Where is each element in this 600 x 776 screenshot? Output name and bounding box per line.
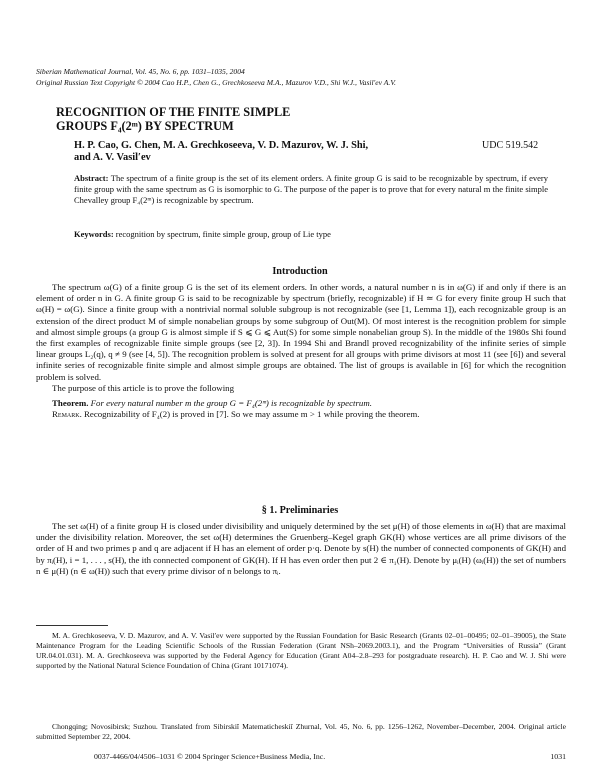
running-header-line1: Siberian Mathematical Journal, Vol. 45, No. 6, pp. 1031–1035, 2004 <box>36 67 245 76</box>
author-list <box>74 140 414 164</box>
paper-title-line2: GROUPS F₄(2ᵐ) BY SPECTRUM <box>56 119 234 133</box>
issn-copyright: 0037-4466/04/4506–1031 © 2004 Springer Science+Business Media, Inc. <box>94 752 326 761</box>
introduction-paragraph: The spectrum ω(G) of a finite group G is the set of its element orders. In other words, a natural number n is in ω(G) if and only if there is an element of order n in G. A finite group G is said to be recognizable by spectrum (briefly, recognizable) if H ≃ G for every finite group H such that ω(H) = ω(G). Since a finite group with a nontrivial normal soluble subgroup is not recognizable (see [1, Lemma 1]), each recognizable group is an extension of the direct product M of simple nonabelian groups by some subgroup of Out(M). Of most interest is the recognition problem for simple and almost simple groups (a group G is almost simple if S ⩽ G ⩽ Aut(S) for some simple nonabelian group S). In the middle of the 1980s Shi found the first examples of recognizable finite simple groups (see [2, 3]). In 1994 Shi and Brandl proved recognizability of the infinite series of simple linear groups L₂(q), q ≠ 9 (see [4, 5]). The recognition problem is solved at present for all groups with prime divisors at most 11 (see [6]) and several infinite series of recognizable finite simple and almost simple groups are obtained. The list of groups is available in [6] for which the recognition problem is solved. <box>36 282 566 382</box>
footnote-rule <box>36 625 108 626</box>
paper-title <box>56 105 290 133</box>
translation-note-text: Chongqing; Novosibirsk; Suzhou. Translated from Sibirskiĭ Matematicheskiĭ Zhurnal, Vol. 45, No. 6, pp. 1256–1262, November–December, 2004. Original article submitted September 22, 2004. <box>36 722 566 741</box>
abstract <box>74 173 548 206</box>
theorem-text: For every natural number m the group G = F₄(2ᵐ) is recognizable by spectrum. <box>90 398 372 409</box>
remark-statement <box>36 409 566 420</box>
theorem-statement <box>36 398 566 409</box>
introduction-purpose: The purpose of this article is to prove the following <box>52 382 234 393</box>
abstract-label: Abstract: <box>74 173 109 183</box>
keywords-label: Keywords: <box>74 229 114 239</box>
theorem-label: Theorem. <box>52 398 89 409</box>
introduction-body <box>36 282 566 420</box>
abstract-text: The spectrum of a finite group is the set of its element orders. A finite group G is said to be recognizable by spectrum, if every finite group with the same spectrum as G is isomorphic to G. The purpose of the paper is to prove that for every natural m the finite simple Chevalley group F₄(2ᵐ) is recognizable by spectrum. <box>74 173 548 205</box>
keywords <box>74 229 548 240</box>
remark-text: Recognizability of F₄(2) is proved in [7]. So we may assume m > 1 while proving the theorem. <box>84 409 420 420</box>
funding-footnote-text: M. A. Grechkoseeva, V. D. Mazurov, and A. V. Vasil′ev were supported by the Russian Foundation for Basic Research (Grants 02–01–00495; 02–01–39005), the State Maintenance Program for the Leading Scientific Schools of the Russian Federation (Grant NSh–2069.2003.1), and the Program “Universities of Russia” (Grant UR.04.01.031). M. A. Grechkoseeva was supported by the Federal Agency for Education (Grant A04–2.8–293 for postgraduate research). H. P. Cao and W. J. Shi were supported by the National Natural Science Foundation of China (Grant 10171074). <box>36 631 566 670</box>
keywords-text: recognition by spectrum, finite simple group, group of Lie type <box>115 229 331 239</box>
introduction-heading: Introduction <box>272 266 328 277</box>
funding-footnote <box>36 631 566 671</box>
paper-title-line1: RECOGNITION OF THE FINITE SIMPLE <box>56 105 291 119</box>
page-number: 1031 <box>550 752 566 761</box>
section-1-body <box>36 521 566 577</box>
udc-code: UDC 519.542 <box>482 140 539 151</box>
running-header-line2: Original Russian Text Copyright © 2004 Cao H.P., Chen G., Grechkoseeva M.A., Mazurov V.D., Shi W.J., Vasil′ev A.V. <box>36 77 396 87</box>
author-list-line1: H. P. Cao, G. Chen, M. A. Grechkoseeva, V. D. Mazurov, W. J. Shi, <box>74 140 369 151</box>
running-header <box>36 67 566 88</box>
author-list-line2: and A. V. Vasil′ev <box>74 152 151 164</box>
section-1-heading: § 1. Preliminaries <box>261 505 339 516</box>
translation-note <box>36 722 566 742</box>
remark-label: Remark. <box>52 409 82 420</box>
section-1-paragraph: The set ω(H) of a finite group H is closed under divisibility and uniquely determined by the set μ(H) of those elements in ω(H) that are maximal under the divisibility relation. Moreover, the set ω(H) determines the Gruenberg–Kegel graph GK(H) whose vertices are all prime divisors of the order of H and two primes p and q are adjacent if H has an element of order p·q. Denote by s(H) the number of connected components of GK(H) and by πᵢ(H), i = 1, . . . , s(H), the ith connected component of GK(H). If H has even order then put 2 ∈ π₁(H). Denote by μᵢ(H) (ωᵢ(H)) the set of numbers n ∈ μ(H) (n ∈ ω(H)) such that every prime divisor of n belongs to πᵢ. <box>36 521 566 576</box>
